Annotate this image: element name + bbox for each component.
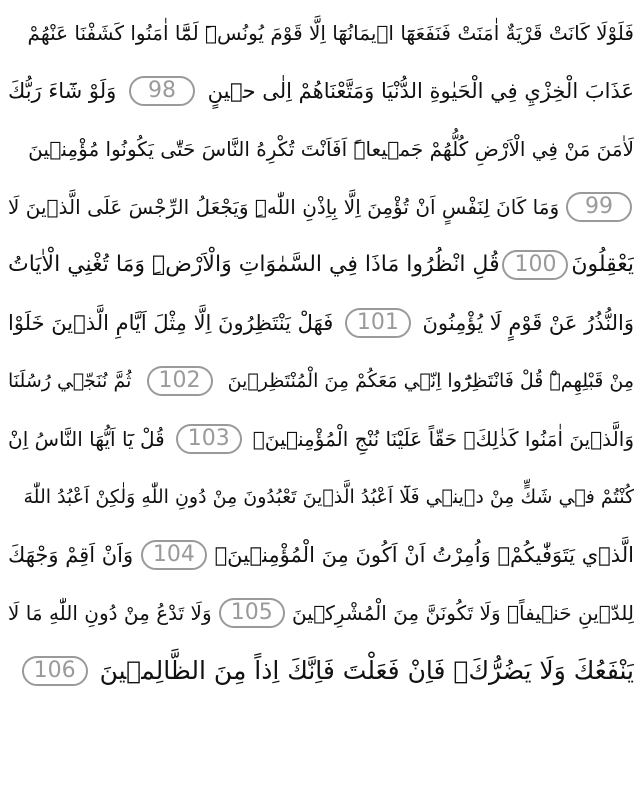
verse-text: فَهَلْ يَنْتَظِرُونَ اِلَّا مِثْلَ اَيَّامِ الَّذٖينَ خَلَوْا — [8, 311, 334, 335]
verse-text: يَنْفَعُكَ وَلَا يَضُرُّكَۚ فَاِنْ فَعَلْتَ فَاِنَّكَ اِذاً مِنَ الظَّالِمٖينَ — [99, 656, 634, 685]
verse-text: لِلدّٖينِ حَنٖيفاًۚ وَلَا تَكُونَنَّ مِنَ الْمُشْرِكٖينَ — [291, 601, 634, 625]
text-line-5 — [8, 236, 634, 294]
verse-number-marker: 102 — [147, 366, 213, 396]
text-line-6 — [8, 294, 634, 352]
verse-text: عَذَابَ الْخِزْيِ فِي الْحَيٰوةِ الدُّنْيَا وَمَتَّعْنَاهُمْ اِلٰى حٖينٍ — [207, 79, 634, 103]
verse-number-marker: 100 — [502, 250, 568, 280]
text-line-1 — [8, 4, 634, 62]
verse-text: وَالَّذٖينَ اٰمَنُوا كَذٰلِكَۚ حَقّاً عَلَيْنَا نُنْجِ الْمُؤْمِنٖينَ۟ — [252, 427, 634, 451]
text-line-4 — [8, 178, 634, 236]
verse-text: وَاَنْ اَقِمْ وَجْهَكَ — [8, 543, 134, 567]
verse-text: الَّذٖي يَتَوَفّٰيكُمْۚ وَاُمِرْتُ اَنْ اَكُونَ مِنَ الْمُؤْمِنٖينَۙ — [214, 543, 634, 567]
verse-text: قُلْ يَٓا اَيُّهَا النَّاسُ اِنْ — [8, 427, 165, 451]
text-line-12 — [8, 642, 634, 700]
verse-text: قُلِ انْظُرُوا مَاذَا فِي السَّمٰوَاتِ وَالْاَرْضِۜ وَمَا تُغْنِي الْاٰيَاتُ — [8, 252, 500, 277]
text-line-2 — [8, 62, 634, 120]
verse-number-marker: 103 — [176, 424, 242, 454]
verse-text: ثُمَّ نُنَجّٖي رُسُلَنَا — [8, 370, 132, 392]
verse-text: لَاٰمَنَ مَنْ فِي الْاَرْضِ كُلُّهُمْ جَمٖيعاًۜ اَفَاَنْتَ تُكْرِهُ النَّاسَ حَتّٰى يَكُونُوا مُؤْمِنٖينَ — [28, 137, 634, 161]
verse-text: وَالنُّذُرُ عَنْ قَوْمٍ لَا يُؤْمِنُونَ — [422, 311, 634, 335]
verse-text: وَلَا تَدْعُ مِنْ دُونِ اللّٰهِ مَا لَا — [8, 601, 212, 625]
verse-number-marker: 105 — [219, 598, 285, 628]
verse-text: كُنْتُمْ فٖي شَكٍّ مِنْ دٖينٖي فَلَٓا اَعْبُدُ الَّذٖينَ تَعْبُدُونَ مِنْ دُونِ اللّٰهِ وَلٰكِنْ اَعْبُدُ اللّٰهَ — [23, 486, 634, 508]
verse-text: مِنْ قَبْلِهِمْۜ قُلْ فَانْتَظِرُٓوا اِنّٖي مَعَكُمْ مِنَ الْمُنْتَظِرٖينَ — [227, 370, 634, 392]
text-line-8 — [8, 410, 634, 468]
text-line-3 — [8, 120, 634, 178]
verse-number-marker: 99 — [566, 192, 632, 222]
verse-text: وَمَا كَانَ لِنَفْسٍ اَنْ تُؤْمِنَ اِلَّا بِاِذْنِ اللّٰهِۜ وَيَجْعَلُ الرِّجْسَ عَلَى الَّذٖينَ لَا — [8, 195, 560, 219]
verse-number-marker: 106 — [22, 656, 88, 686]
text-line-9 — [8, 468, 634, 526]
verse-text: وَلَوْ شَٓاءَ رَبُّكَ — [8, 79, 117, 103]
text-line-10 — [8, 526, 634, 584]
verse-text: يَعْقِلُونَ — [571, 252, 634, 277]
verse-number-marker: 104 — [141, 540, 207, 570]
verse-text: فَلَوْلَا كَانَتْ قَرْيَةٌ اٰمَنَتْ فَنَفَعَهَٓا اٖيمَانُهَٓا اِلَّا قَوْمَ يُونُسَۜ لَمَّٓا اٰمَنُوا كَشَفْنَا عَنْهُمْ — [27, 21, 634, 45]
text-line-7 — [8, 352, 634, 410]
verse-number-marker: 98 — [129, 76, 195, 106]
text-line-11 — [8, 584, 634, 642]
verse-number-marker: 101 — [345, 308, 411, 338]
